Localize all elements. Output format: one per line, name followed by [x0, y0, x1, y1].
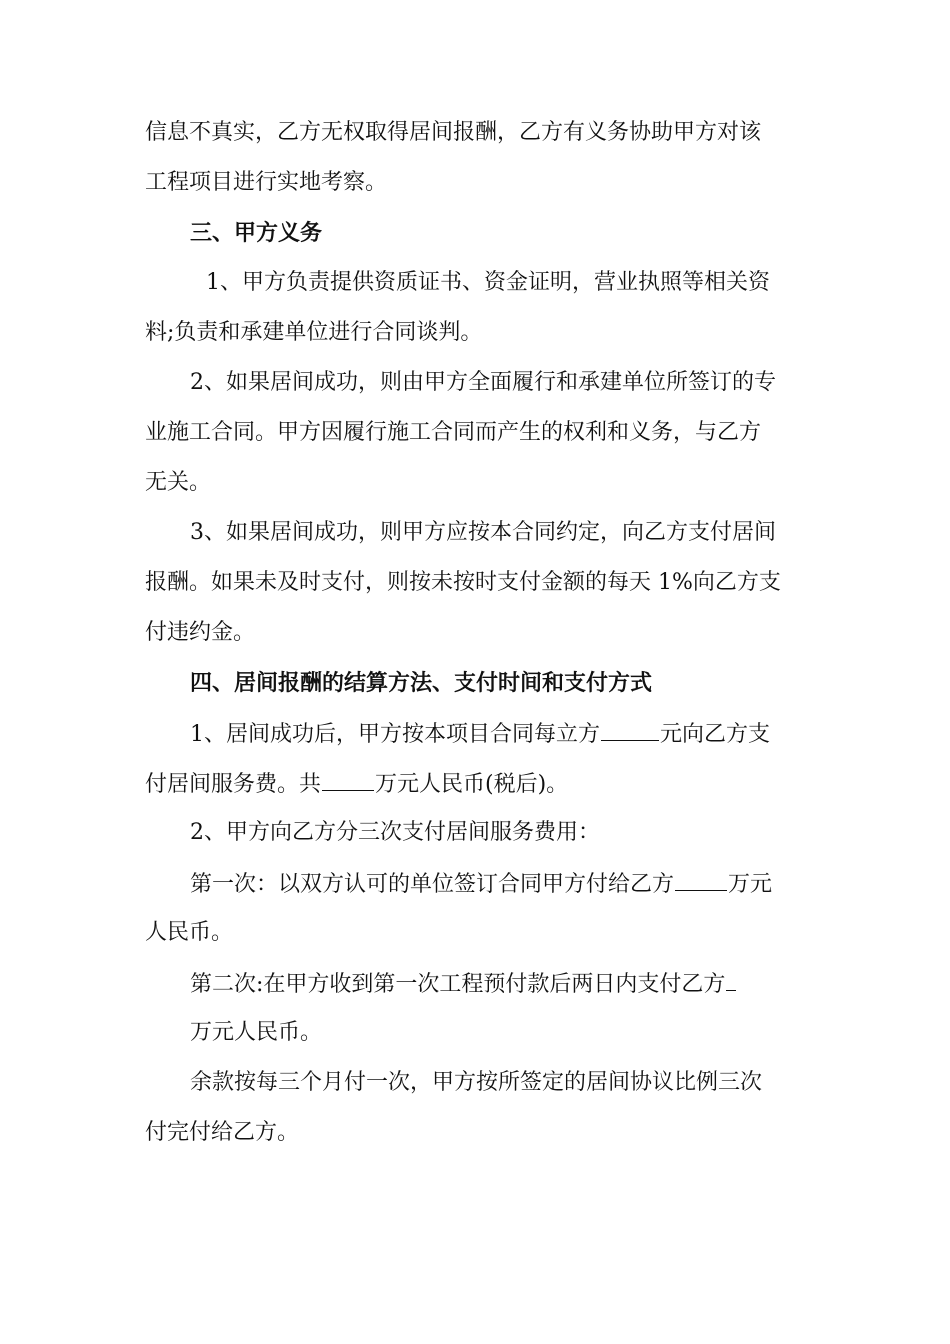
payment-clause-line — [190, 868, 850, 898]
payment-clause-line — [190, 968, 850, 998]
paragraph-line: 无关。 — [145, 470, 212, 495]
clause-text: 万元人民币(税后)。 — [375, 772, 569, 797]
paragraph-line: 料;负责和承建单位进行合同谈判。 — [145, 320, 483, 345]
clause-text: 付居间服务费。共 — [145, 772, 322, 797]
payment-clause-line: 余款按每三个月付一次，甲方按所签定的居间协议比例三次 — [190, 1070, 763, 1095]
fill-in-blank — [675, 868, 727, 891]
paragraph-line: 信息不真实，乙方无权取得居间报酬，乙方有义务协助甲方对该 — [145, 120, 762, 145]
fill-in-blank — [322, 768, 374, 791]
clause-text: 元向乙方支 — [660, 722, 771, 747]
section-heading-3: 三、甲方义务 — [190, 220, 323, 246]
paragraph-line: 付违约金。 — [145, 620, 256, 645]
paragraph-line: 工程项目进行实地考察。 — [145, 170, 388, 195]
clause-text: 万元 — [728, 872, 773, 897]
payment-clause-line: 人民币。 — [145, 920, 234, 945]
clause-text: 第一次：以双方认可的单位签订合同甲方付给乙方 — [190, 872, 675, 897]
payment-clause-line — [145, 768, 805, 798]
payment-clause-line — [190, 718, 850, 748]
clause-text: 第二次:在甲方收到第一次工程预付款后两日内支付乙方 — [190, 972, 726, 997]
paragraph-line: 3、如果居间成功，则甲方应按本合同约定，向乙方支付居间 — [190, 520, 776, 545]
payment-clause-line: 付完付给乙方。 — [145, 1120, 300, 1145]
payment-clause-line: 万元人民币。 — [190, 1020, 323, 1045]
section-heading-4: 四、居间报酬的结算方法、支付时间和支付方式 — [190, 670, 653, 696]
paragraph-line: 1、甲方负责提供资质证书、资金证明，营业执照等相关资 — [206, 270, 770, 295]
paragraph-line: 业施工合同。甲方因履行施工合同而产生的权利和义务，与乙方 — [145, 420, 762, 445]
paragraph-line: 报酬。如果未及时支付，则按未按时支付金额的每天 1%向乙方支 — [145, 570, 781, 595]
fill-in-blank — [601, 718, 659, 741]
fill-in-blank — [726, 968, 736, 991]
payment-clause-line: 2、甲方向乙方分三次支付居间服务费用： — [190, 820, 600, 845]
clause-text: 1、居间成功后，甲方按本项目合同每立方 — [190, 722, 600, 747]
paragraph-line: 2、如果居间成功，则由甲方全面履行和承建单位所签订的专 — [190, 370, 776, 395]
